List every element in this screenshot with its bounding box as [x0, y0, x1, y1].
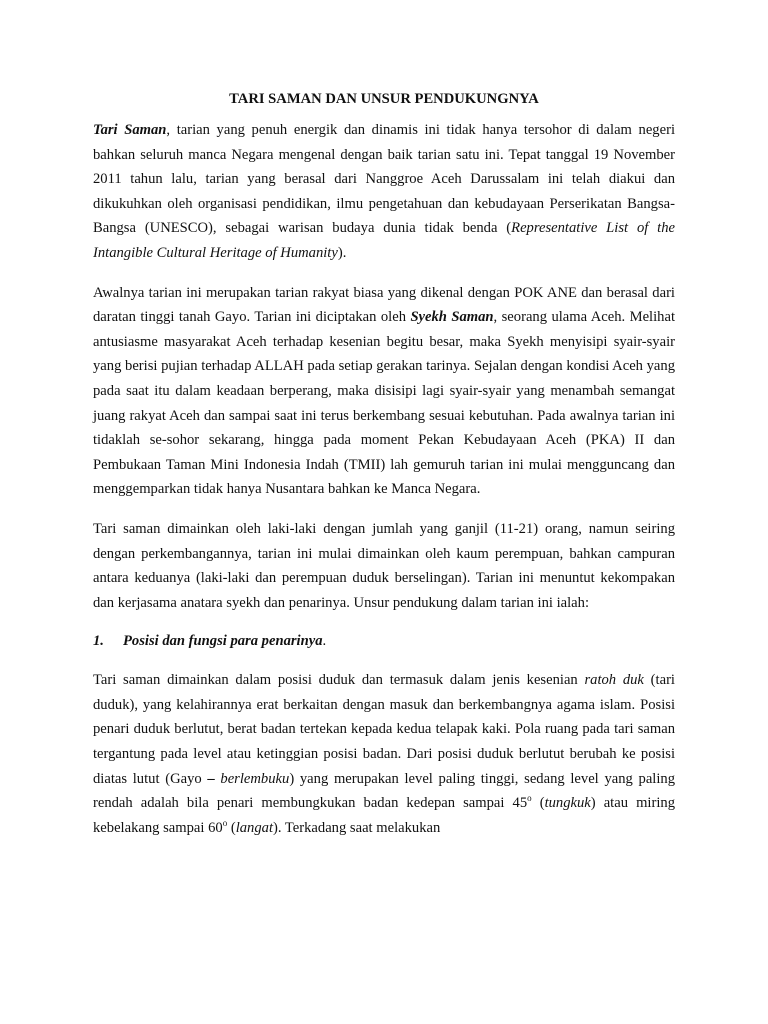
degree-sup-1: o — [527, 793, 532, 804]
position-text-d: ( — [531, 795, 545, 812]
paragraph-origin — [93, 281, 675, 502]
term-langat: langat — [235, 819, 273, 836]
paragraph-performers: Tari saman dimainkan oleh laki-laki dengan jumlah yang ganjil (11-21) orang, namun seiring dengan perkembangannya, tarian ini mulai dimainkan oleh kaum perempuan, bahkan campuran antara keduanya (laki-laki dan perempuan duduk berselingan). Tarian ini menuntut kekompakan dan kerjasama anatara syekh dan penarinya. Unsur pendukung dalam tarian ini ialah: — [93, 520, 675, 611]
section-title-suffix: . — [322, 633, 327, 650]
paragraph-intro — [93, 118, 675, 266]
term-tungkuk: tungkuk — [544, 795, 591, 812]
document-title: TARI SAMAN DAN UNSUR PENDUKUNGNYA — [229, 91, 539, 107]
term-berlembuku: berlembuku — [220, 770, 290, 787]
origin-text-a: Awalnya tarian ini merupakan tarian rakyat biasa yang dikenal dengan POK ANE dan berasal dari daratan tinggi tanah Gayo. Tarian ini diciptakan oleh — [93, 284, 675, 326]
term-syekh-saman: Syekh Saman — [410, 309, 494, 326]
section-heading-1 — [93, 629, 675, 653]
position-text-e: ) atau miring kebelakang sampai 60 — [93, 795, 675, 836]
degree-sup-2: o — [222, 817, 228, 828]
position-text-f: ( — [227, 819, 236, 836]
section-title: Posisi dan fungsi para penarinya — [123, 633, 323, 650]
section-number: 1. — [93, 633, 104, 650]
intro-text-b: ). — [337, 244, 347, 261]
term-tari-saman: Tari Saman — [93, 122, 167, 138]
position-text-g: ). Terkadang saat melakukan — [273, 819, 441, 836]
position-text-a: Tari saman dimainkan dalam posisi duduk dan termasuk dalam jenis kesenian — [93, 672, 585, 689]
paragraph-position — [93, 668, 675, 840]
origin-text-b: , seorang ulama Aceh. Melihat antusiasme masyarakat Aceh terhadap kesenian begitu besar, maka Syekh menyisipi syair-syair yang berisi pujian terhadap ALLAH pada setiap gerakan tarinya. Sejalan dengan kondisi Aceh yang pada saat itu dalam keadaan berperang, maka disisipi lagi syair-syair yang menambah semangat juang rakyat Aceh dan sampai saat ini terus berkembang sesuai kebutuhan. Pada awalnya tarian ini tidaklah se-sohor sekarang, hingga pada moment Pekan Kebudayaan Aceh (PKA) II dan Pembukaan Taman Mini Indonesia Indah (TMII) lah gemuruh tarian ini mulai mengguncang dan menggemparkan tidak hanya Nusantara bahkan ke Manca Negara. — [93, 309, 675, 498]
dash: – — [207, 770, 215, 787]
term-ratoh-duk: ratoh duk — [584, 672, 644, 689]
intro-italic-unesco-list: Representative List of the Intangible Cultural Heritage of Humanity — [93, 220, 675, 261]
intro-text-a: , tarian yang penuh energik dan dinamis ini tidak hanya tersohor di dalam negeri bahkan seluruh manca Negara mengenal dengan baik tarian satu ini. Tepat tanggal 19 November 2011 tahun lalu, tarian yang berasal dari Nanggroe Aceh Darussalam ini telah diakui dan dikukuhkan oleh organisasi pendidikan, ilmu pengetahuan dan kebudayaan Perserikatan Bangsa-Bangsa (UNESCO), sebagai warisan budaya dunia tidak benda ( — [93, 122, 675, 237]
position-text-c: ) yang merupakan level paling tinggi, sedang level yang paling rendah adalah bila penari membungkukan badan kedepan sampai 45 — [93, 770, 675, 812]
position-text-b: (tari duduk), yang kelahirannya erat berkaitan dengan masuk dan berkembangnya agama islam. Posisi penari duduk berlutut, berat badan tertekan kepada kedua telapak kaki. Pola ruang pada tari saman tergantung pada level atau ketinggian posisi badan. Dari posisi duduk berlutut berubah ke posisi diatas lutut (Gayo — [93, 672, 675, 787]
document-page — [93, 88, 675, 840]
